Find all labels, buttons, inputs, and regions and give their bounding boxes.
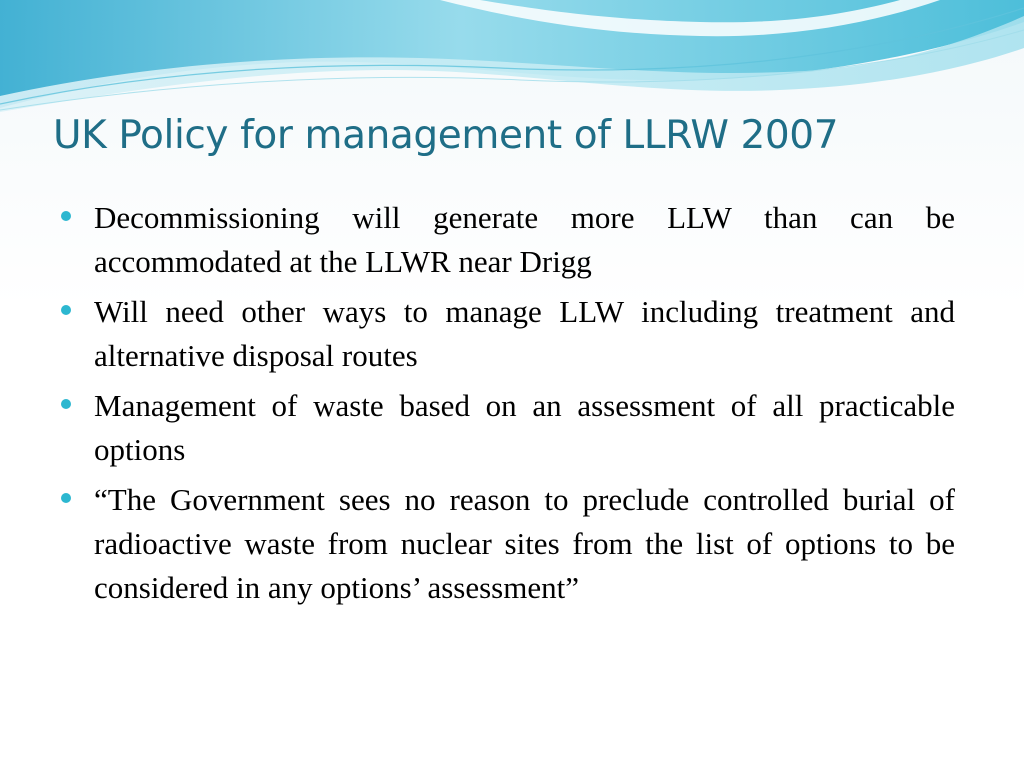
bullet-text: Management of waste based on an assessment of all practicable options [94,388,955,467]
header-wave-decoration [0,0,1024,120]
bullet-item [55,384,955,472]
bullet-list [55,196,955,616]
bullet-dot-icon [61,493,71,503]
bullet-dot-icon [61,305,71,315]
bullet-text: Decommissioning will generate more LLW than can be accommodated at the LLWR near Drigg [94,200,955,279]
bullet-item [55,196,955,284]
bullet-dot-icon [61,211,71,221]
bullet-item [55,290,955,378]
slide-title: UK Policy for management of LLRW 2007 [53,113,839,158]
bullet-item [55,478,955,610]
bullet-dot-icon [61,399,71,409]
bullet-text: “The Government sees no reason to preclude controlled burial of radioactive waste from nuclear sites from the list of options to be considered in any options’ assessment” [94,482,955,605]
bullet-text: Will need other ways to manage LLW including treatment and alternative disposal routes [94,294,955,373]
